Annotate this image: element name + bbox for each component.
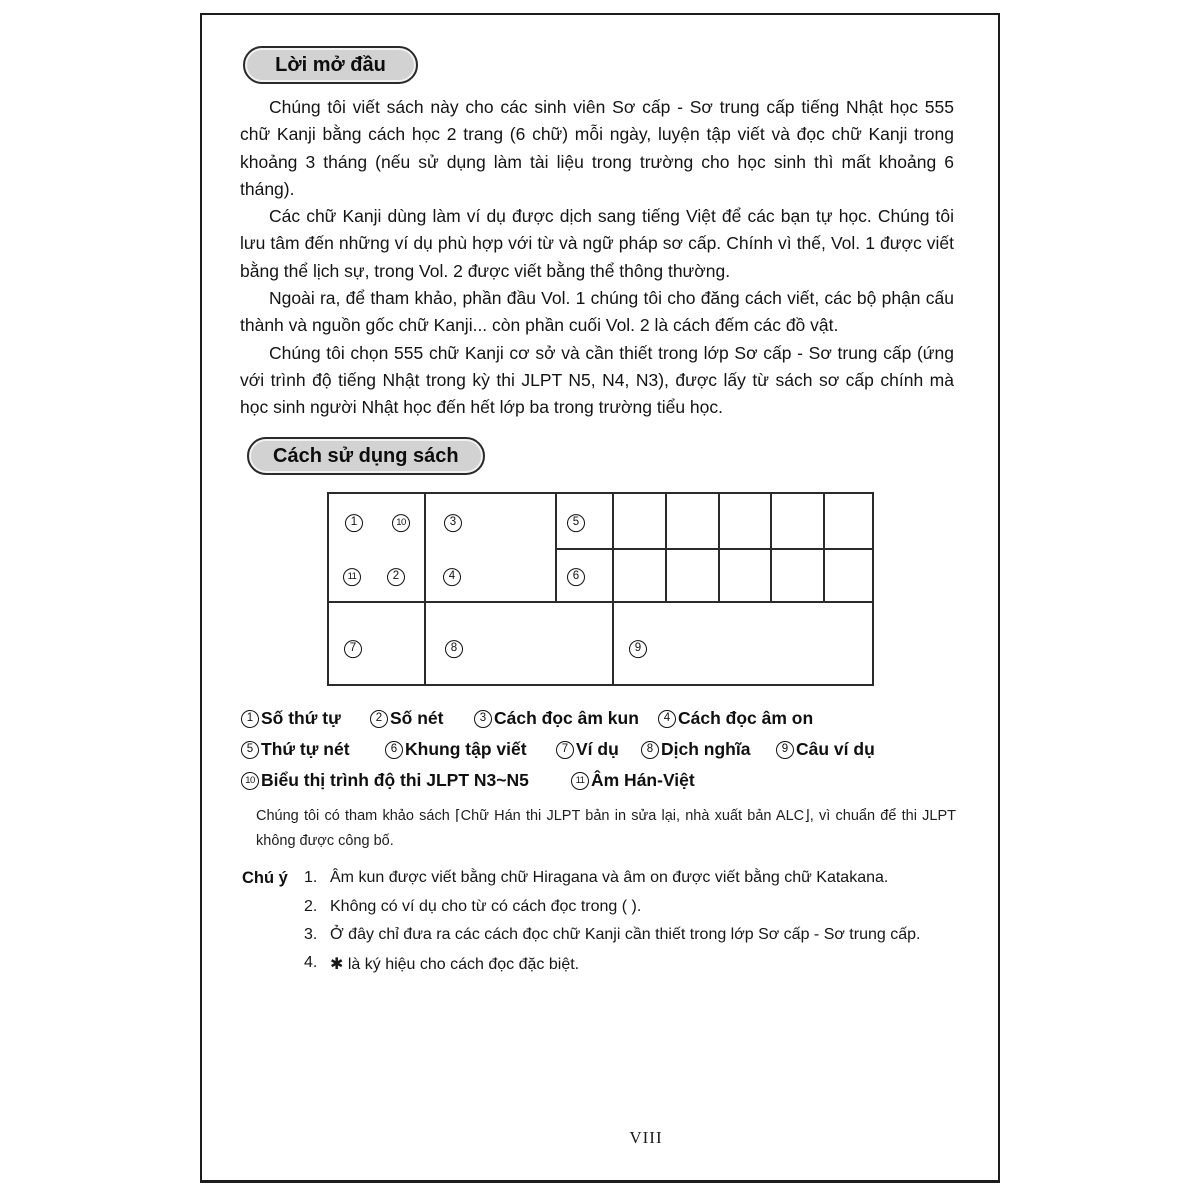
note-item-2: 2. Không có ví dụ cho từ có cách đọc trong ( ). <box>304 898 642 915</box>
diagram-gridline <box>555 548 872 550</box>
section-badge-preface <box>243 46 418 84</box>
legend-item-5: 5 Thứ tự nét <box>241 739 350 760</box>
diagram-marker-3: 3 <box>444 512 462 532</box>
diagram-marker-5: 5 <box>567 512 585 532</box>
legend-item-11: 11 Âm Hán-Việt <box>571 770 695 791</box>
diagram-marker-11: 11 <box>343 566 361 586</box>
preface-paragraph-4: Chúng tôi chọn 555 chữ Kanji cơ sở và cần thiết trong lớp Sơ cấp - Sơ trung cấp (ứng với trình độ tiếng Nhật trong kỳ thi JLPT N5, N4, N3), được lấy từ sách sơ cấp chính mà học sinh người Nhật học đến hết lớp ba trong trường tiểu học. <box>240 342 954 418</box>
diagram-marker-7: 7 <box>344 638 362 658</box>
legend-item-6: 6 Khung tập viết <box>385 739 527 760</box>
usage-layout-diagram <box>327 492 874 686</box>
legend-item-1: 1 Số thứ tự <box>241 708 341 729</box>
preface-paragraph-3: Ngoài ra, để tham khảo, phần đầu Vol. 1 chúng tôi cho đăng cách viết, các bộ phận cấu thành và nguồn gốc chữ Kanji... còn phần cuối Vol. 2 là cách đếm các đồ vật. <box>240 288 954 336</box>
diagram-gridline <box>424 494 426 684</box>
section-badge-usage <box>247 437 485 475</box>
legend-item-7: 7 Ví dụ <box>556 739 619 760</box>
legend-item-8: 8 Dịch nghĩa <box>641 739 750 760</box>
diagram-marker-2: 2 <box>387 566 405 586</box>
diagram-marker-9: 9 <box>629 638 647 658</box>
legend-item-2: 2 Số nét <box>370 708 443 729</box>
preface-paragraphs <box>240 94 954 422</box>
page-number: VIII <box>629 1128 663 1147</box>
note-item-1: 1. Âm kun được viết bằng chữ Hiragana và âm on được viết bằng chữ Katakana. <box>304 869 889 886</box>
diagram-marker-4: 4 <box>443 566 461 586</box>
legend-item-9: 9 Câu ví dụ <box>776 739 875 760</box>
diagram-gridline <box>329 601 872 603</box>
section-badge-preface-label: Lời mở đầu <box>275 53 386 76</box>
diagram-marker-1: 1 <box>345 512 363 532</box>
notes-label: Chú ý <box>242 869 288 887</box>
legend-item-4: 4 Cách đọc âm on <box>658 708 813 729</box>
diagram-marker-8: 8 <box>445 638 463 658</box>
diagram-marker-10: 10 <box>392 512 410 532</box>
preface-paragraph-1: Chúng tôi viết sách này cho các sinh viên Sơ cấp - Sơ trung cấp tiếng Nhật học 555 chữ Kanji bằng cách học 2 trang (6 chữ) mỗi ngày, luyện tập viết và đọc chữ Kanji trong khoảng 3 tháng (nếu sử dụng làm tài liệu trong trường cho học sinh thì mất khoảng 6 tháng). <box>240 97 954 199</box>
diagram-gridline <box>612 494 614 684</box>
legend-item-3: 3 Cách đọc âm kun <box>474 708 639 729</box>
note-item-3: 3. Ở đây chỉ đưa ra các cách đọc chữ Kanji cần thiết trong lớp Sơ cấp - Sơ trung cấp. <box>304 926 921 943</box>
note-item-4: 4. ✱ là ký hiệu cho cách đọc đặc biệt. <box>304 954 580 973</box>
diagram-marker-6: 6 <box>567 566 585 586</box>
preface-paragraph-2: Các chữ Kanji dùng làm ví dụ được dịch sang tiếng Việt để các bạn tự học. Chúng tôi lưu tâm đến những ví dụ phù hợp với từ và ngữ pháp sơ cấp. Chính vì thế, Vol. 1 được viết bằng thể lịch sự, trong Vol. 2 được viết bằng thể thông thường. <box>240 206 954 281</box>
section-badge-usage-label: Cách sử dụng sách <box>273 444 459 467</box>
legend-item-10: 10 Biểu thị trình độ thi JLPT N3~N5 <box>241 770 529 791</box>
reference-note: Chúng tôi có tham khảo sách ⌈Chữ Hán thi JLPT bản in sửa lại, nhà xuất bản ALC⌋, vì chuẩn để thi JLPT không được công bố. <box>256 808 956 849</box>
